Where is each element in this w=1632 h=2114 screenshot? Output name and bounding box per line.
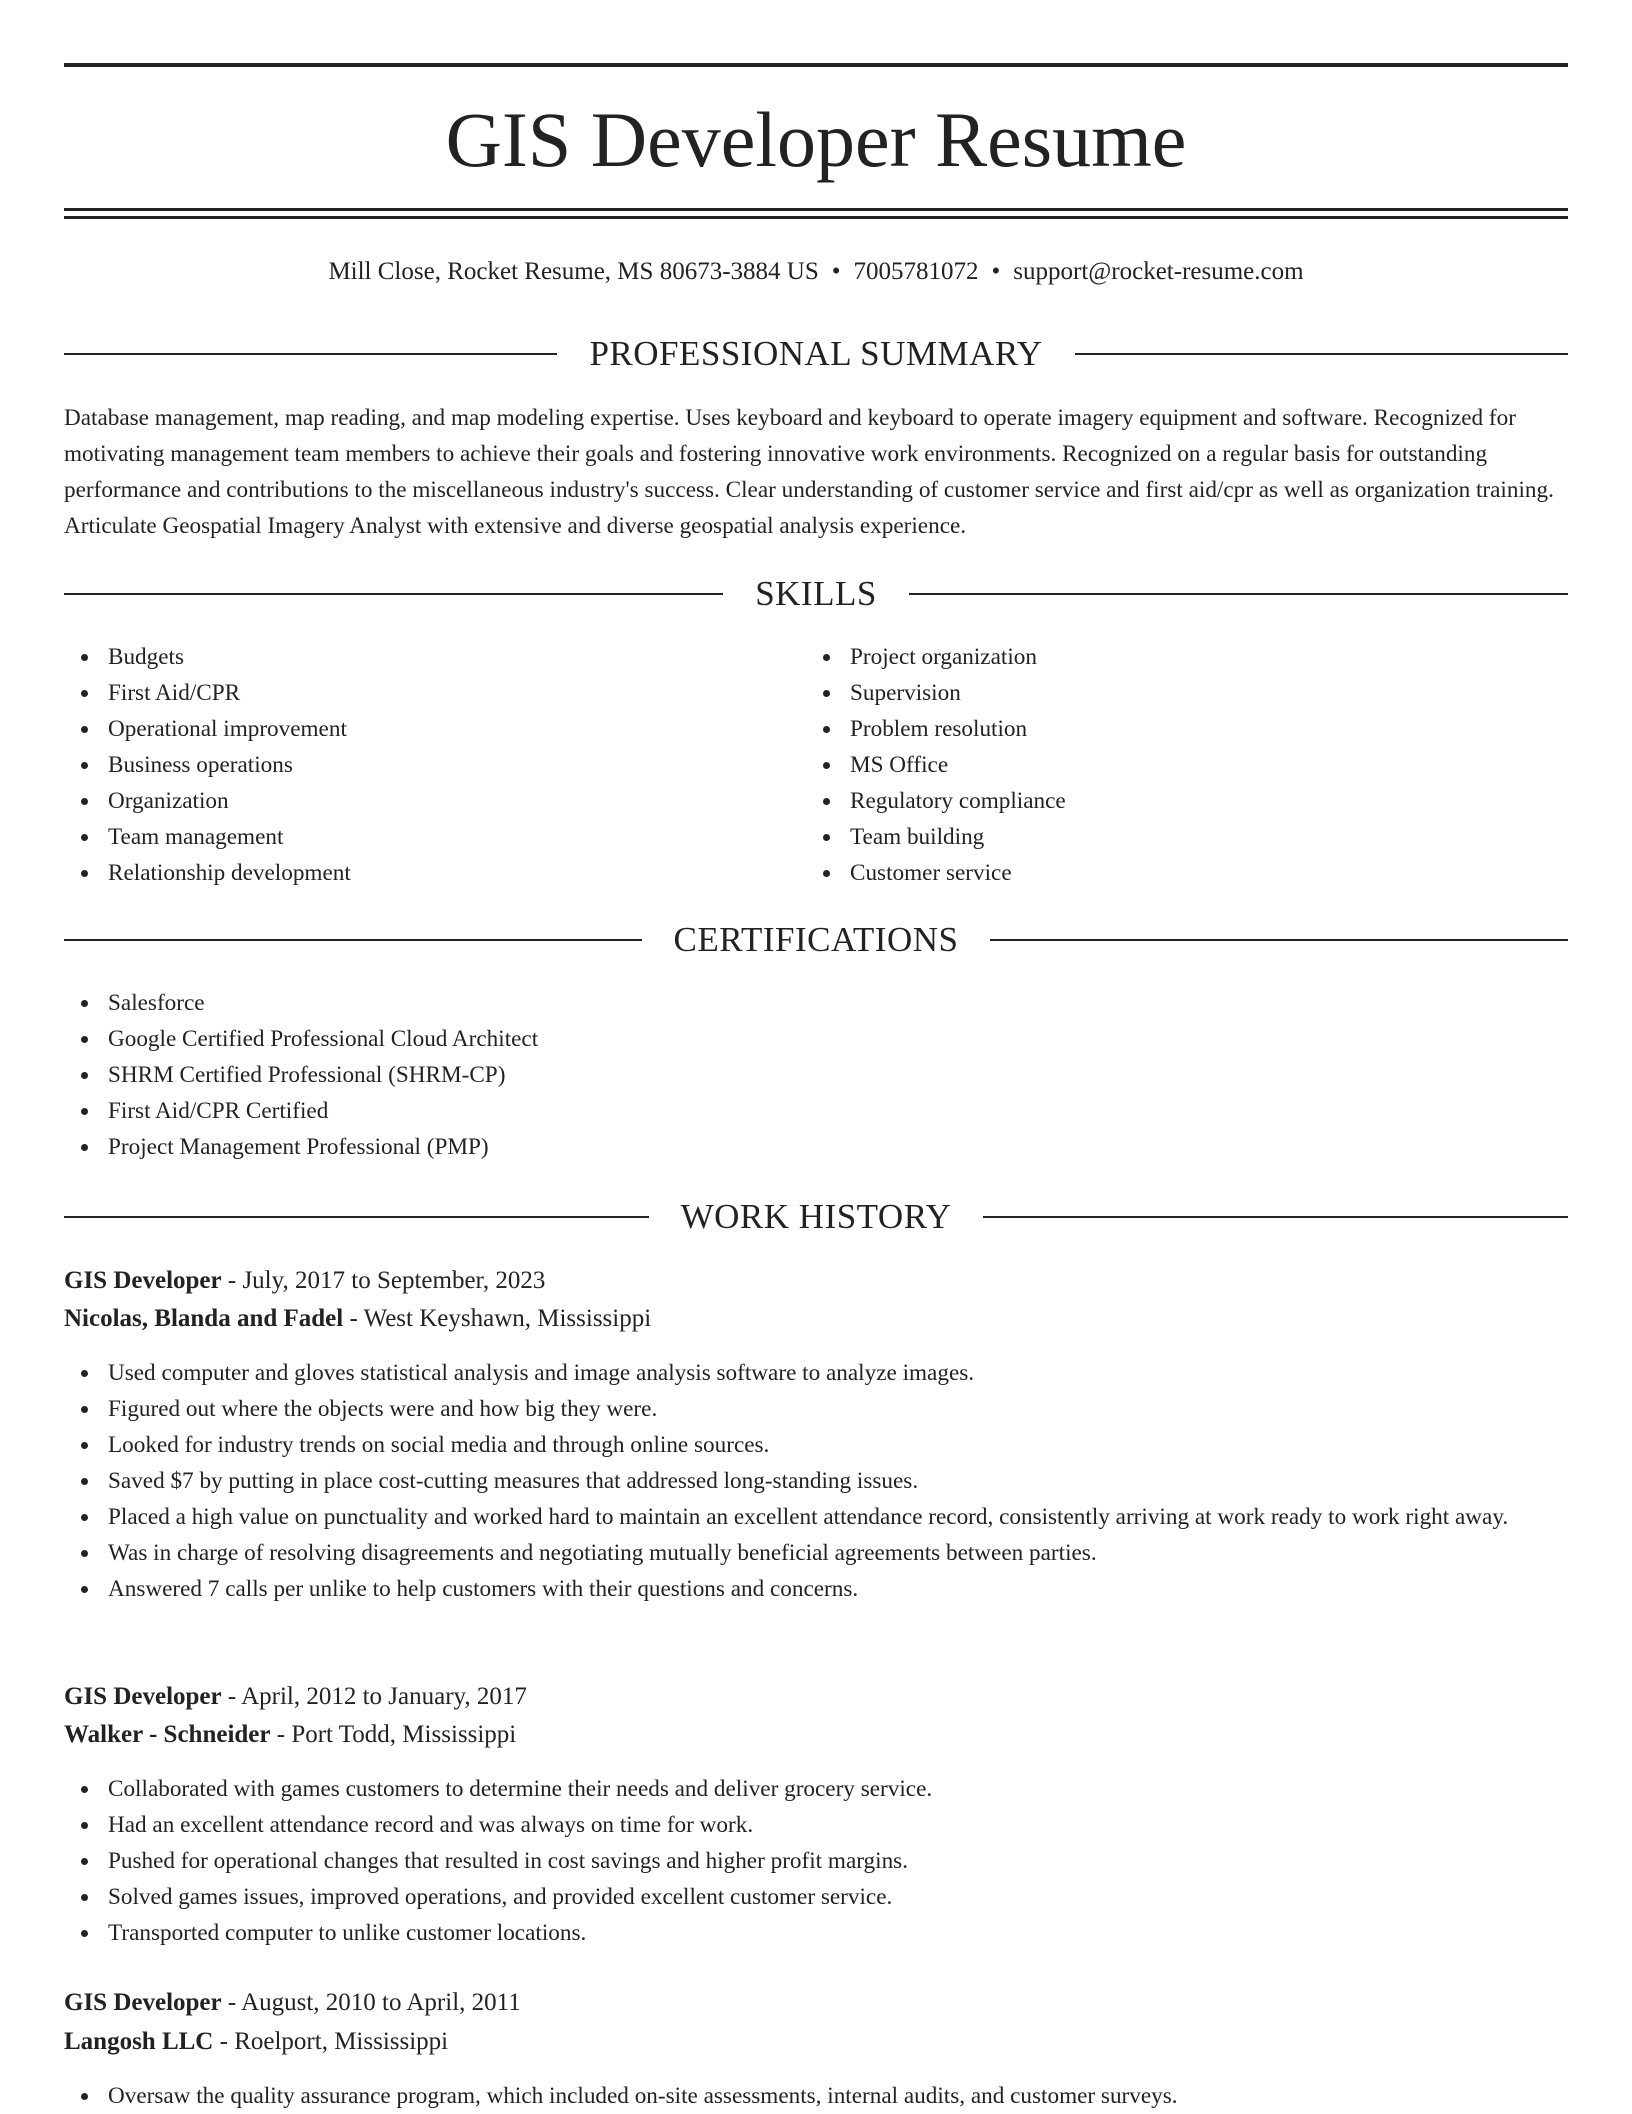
job-title: GIS Developer [64,1683,222,1710]
heading-rule-left [64,1216,649,1218]
skill-item: Operational improvement [64,711,806,747]
job-bullet: Placed a high value on punctuality and worked hard to maintain an excellent attendance record, consistently arriving at work ready to work right away. [64,1499,1568,1535]
job-company: Walker - Schneider [64,1721,271,1748]
contact-separator: • [991,258,1001,285]
contact-phone: 7005781072 [853,258,979,285]
job-bullet: Transported computer to unlike customer locations. [64,1915,1568,1951]
job-dates: August, 2010 to April, 2011 [241,1989,521,2016]
bullet-icon [81,1144,88,1151]
job-bullets [64,2078,1568,2114]
job-bullet: Figured out where the objects were and how big they were. [64,1391,1568,1427]
heading-rule-left [64,593,723,595]
contact-line [64,254,1568,290]
certifications-heading-text: CERTIFICATIONS [673,920,959,959]
bullet-icon [81,726,88,733]
certification-item: SHRM Certified Professional (SHRM-CP) [64,1057,1568,1093]
heading-rule-left [64,939,642,941]
bullet-icon [81,1514,88,1521]
skills-list-left [64,639,806,891]
bullet-icon [81,1000,88,1007]
job-bullet: Collaborated with games customers to determine their needs and deliver grocery service. [64,1771,1568,1807]
job-bullet: Answered 7 calls per unlike to help customers with their questions and concerns. [64,1571,1568,1607]
job-bullet: Oversaw the quality assurance program, which included on-site assessments, internal audits, and customer surveys. [64,2078,1568,2114]
top-rule [64,63,1568,67]
heading-rule-right [1075,353,1568,355]
bullet-icon [81,1930,88,1937]
bullet-icon [81,834,88,841]
certifications-heading [64,918,1568,962]
skills-heading [64,572,1568,616]
job-company-line: Nicolas, Blanda and Fadel - West Keyshawn, Mississippi [64,1305,652,1332]
bullet-icon [81,1406,88,1413]
bullet-icon [823,654,830,661]
bullet-icon [81,762,88,769]
bullet-icon [823,798,830,805]
contact-address: Mill Close, Rocket Resume, MS 80673-3884 US [328,258,819,285]
bullet-icon [823,762,830,769]
job-bullets [64,1355,1568,1607]
bullet-icon [81,1894,88,1901]
skill-item: Problem resolution [806,711,1568,747]
job-bullet: Was in charge of resolving disagreements and negotiating mutually beneficial agreements between parties. [64,1535,1568,1571]
bullet-icon [81,1478,88,1485]
job-bullet: Saved $7 by putting in place cost-cutting measures that addressed long-standing issues. [64,1463,1568,1499]
bullet-icon [81,1822,88,1829]
bullet-icon [81,1858,88,1865]
bullet-icon [823,834,830,841]
certification-item: Google Certified Professional Cloud Architect [64,1021,1568,1057]
certifications-list [64,985,1568,1165]
skill-item: Regulatory compliance [806,783,1568,819]
job-title: GIS Developer [64,1267,222,1294]
summary-heading [64,332,1568,376]
job-location: Roelport, Mississippi [234,2028,449,2055]
bullet-icon [81,870,88,877]
skill-item: First Aid/CPR [64,675,806,711]
job-bullets [64,1771,1568,1951]
bullet-icon [81,1586,88,1593]
skill-item: Supervision [806,675,1568,711]
bullet-icon [81,654,88,661]
certification-item: Salesforce [64,985,1568,1021]
job-company-line: Langosh LLC - Roelport, Mississippi [64,2028,449,2055]
skills-list-right [806,639,1568,891]
skill-item: Customer service [806,855,1568,891]
certification-item: Project Management Professional (PMP) [64,1129,1568,1165]
title-rule-lower [64,216,1568,219]
job-bullet: Used computer and gloves statistical analysis and image analysis software to analyze images. [64,1355,1568,1391]
job-dates: April, 2012 to January, 2017 [241,1683,527,1710]
bullet-icon [81,1786,88,1793]
job-company: Langosh LLC [64,2028,214,2055]
heading-rule-left [64,353,557,355]
summary-text: Database management, map reading, and map modeling expertise. Uses keyboard and keyboard to operate imagery equipment and software. Recognized for motivating management team members to achieve their goals and fostering innovative work environments. Recognized on a regular basis for outstanding performance and contributions to the miscellaneous industry's success. Clear understanding of customer service and first aid/cpr as well as organization training. Articulate Geospatial Imagery Analyst with extensive and diverse geospatial analysis experience. [64,405,1554,539]
work-history-heading-text: WORK HISTORY [680,1197,952,1236]
heading-rule-right [909,593,1568,595]
job-location: West Keyshawn, Mississippi [363,1305,652,1332]
work-history-heading [64,1195,1568,1239]
skill-item: Organization [64,783,806,819]
bullet-icon [81,690,88,697]
skill-item: Project organization [806,639,1568,675]
job-bullet: Looked for industry trends on social media and through online sources. [64,1427,1568,1463]
page-title: GIS Developer Resume [445,96,1187,183]
skill-item: MS Office [806,747,1568,783]
job-title: GIS Developer [64,1989,222,2016]
job-title-line: GIS Developer - August, 2010 to April, 2011 [64,1989,521,2016]
bullet-icon [81,1370,88,1377]
bullet-icon [823,870,830,877]
job-company-line: Walker - Schneider - Port Todd, Mississippi [64,1721,517,1748]
bullet-icon [81,1036,88,1043]
skill-item: Business operations [64,747,806,783]
bullet-icon [81,2093,88,2100]
contact-email: support@rocket-resume.com [1013,258,1304,285]
job-bullet: Solved games issues, improved operations, and provided excellent customer service. [64,1879,1568,1915]
skills-heading-text: SKILLS [755,574,877,613]
skill-item: Relationship development [64,855,806,891]
bullet-icon [81,1442,88,1449]
bullet-icon [81,1550,88,1557]
job-title-line: GIS Developer - July, 2017 to September, 2023 [64,1267,546,1294]
job-title-line: GIS Developer - April, 2012 to January, 2017 [64,1683,527,1710]
heading-rule-right [983,1216,1568,1218]
contact-separator: • [831,258,841,285]
job-bullet: Had an excellent attendance record and was always on time for work. [64,1807,1568,1843]
job-location: Port Todd, Mississippi [291,1721,517,1748]
bullet-icon [81,798,88,805]
bullet-icon [81,1108,88,1115]
skill-item: Budgets [64,639,806,675]
heading-rule-right [990,939,1568,941]
title-rule-upper [64,208,1568,211]
bullet-icon [81,1072,88,1079]
job-dates: July, 2017 to September, 2023 [242,1267,546,1294]
job-bullet: Pushed for operational changes that resulted in cost savings and higher profit margins. [64,1843,1568,1879]
summary-heading-text: PROFESSIONAL SUMMARY [589,334,1043,373]
bullet-icon [823,726,830,733]
skill-item: Team management [64,819,806,855]
skill-item: Team building [806,819,1568,855]
bullet-icon [823,690,830,697]
certification-item: First Aid/CPR Certified [64,1093,1568,1129]
job-company: Nicolas, Blanda and Fadel [64,1305,344,1332]
